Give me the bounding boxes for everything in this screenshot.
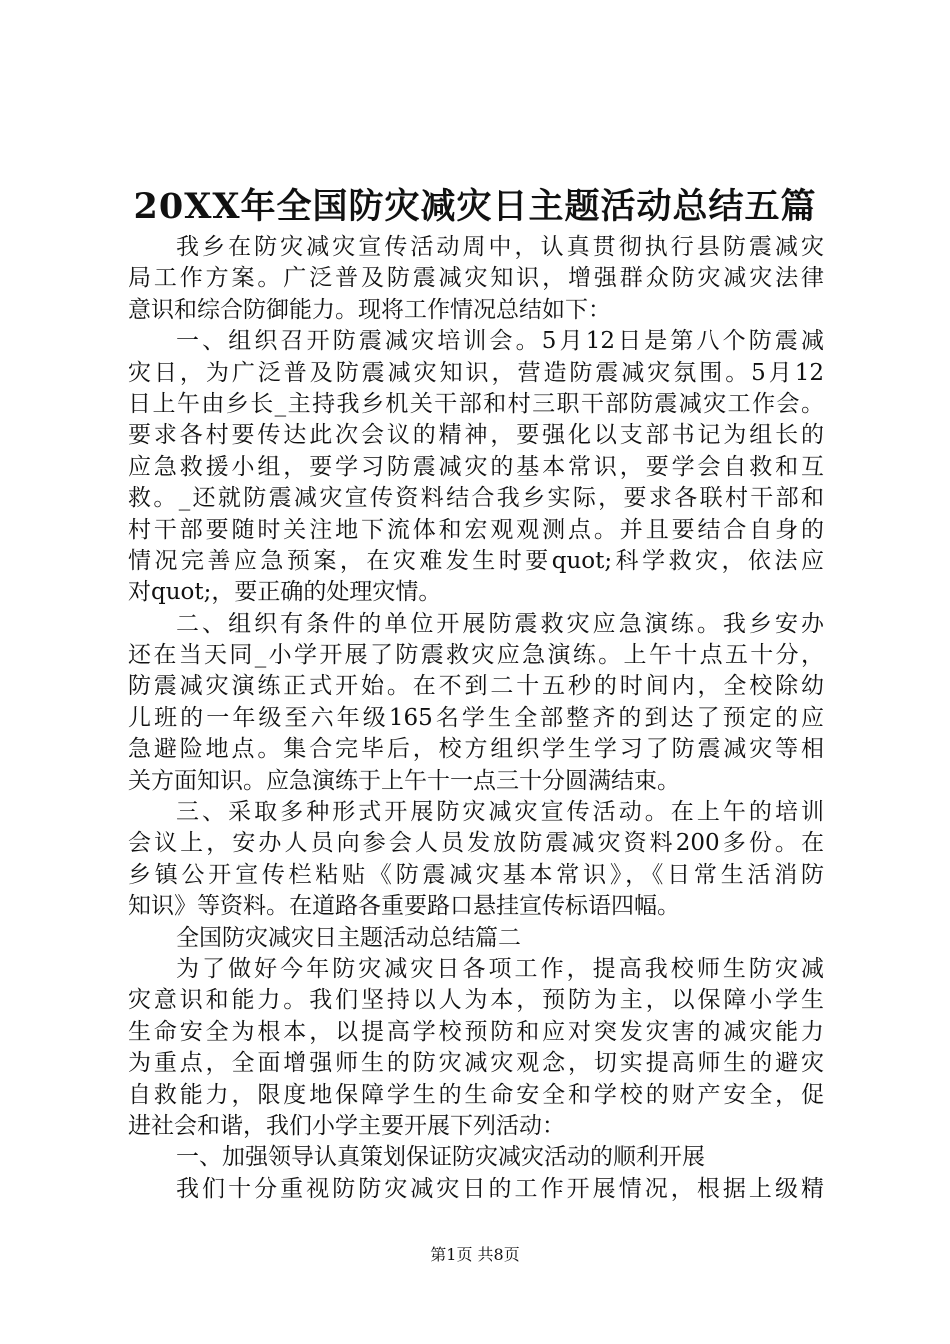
body-line: 知识》等资料。在道路各重要路口悬挂宣传标语四幅。: [128, 893, 680, 920]
body-line: 防震减灾演练正式开始。在不到二十五秒的时间内，全校除幼: [128, 673, 824, 700]
body-line: 日上午由乡长_主持我乡机关干部和村三职干部防震减灾工作会。: [128, 390, 824, 417]
body-line: 为重点，全面增强师生的防灾减灾观念，切实提高师生的避灾: [128, 1050, 824, 1077]
body-line: 乡镇公开宣传栏粘贴《防震减灾基本常识》，《日常生活消防: [128, 861, 824, 888]
body-line: 关方面知识。应急演练于上午十一点三十分圆满结束。: [128, 767, 680, 794]
body-line: 三、采取多种形式开展防灾减灾宣传活动。在上午的培训: [176, 799, 824, 826]
body-line: 要求各村要传达此次会议的精神，要强化以支部书记为组长的: [128, 422, 824, 449]
document-body: [128, 232, 824, 1205]
body-line: 应急救援小组，要学习防震减灾的基本常识，要学会自救和互: [128, 453, 824, 480]
body-line: 儿班的一年级至六年级165名学生全部整齐的到达了预定的应: [128, 704, 824, 731]
body-line: 局工作方案。广泛普及防震减灾知识，增强群众防灾减灾法律: [128, 265, 824, 292]
body-line: 对quot;，要正确的处理灾情。: [128, 579, 442, 606]
body-line: 一、加强领导认真策划保证防灾减灾活动的顺利开展: [176, 1144, 705, 1171]
body-line: 全国防灾减灾日主题活动总结篇二: [176, 924, 521, 951]
body-line: 自救能力，限度地保障学生的生命安全和学校的财产安全，促: [128, 1081, 824, 1108]
body-line: 二、组织有条件的单位开展防震救灾应急演练。我乡安办: [176, 610, 824, 637]
body-line: 村干部要随时关注地下流体和宏观观测点。并且要结合自身的: [128, 516, 824, 543]
body-line: 还在当天同_小学开展了防震救灾应急演练。上午十点五十分，: [128, 642, 824, 669]
body-line: 灾意识和能力。我们坚持以人为本，预防为主，以保障小学生: [128, 987, 824, 1014]
document-title: 20XX年全国防灾减灾日主题活动总结五篇: [133, 186, 817, 227]
body-line: 救。_还就防震减灾宣传资料结合我乡实际，要求各联村干部和: [128, 485, 824, 512]
body-line: 进社会和谐，我们小学主要开展下列活动：: [128, 1112, 565, 1139]
body-line: 会议上，安办人员向参会人员发放防震减灾资料200多份。在: [128, 830, 824, 857]
body-line: 情况完善应急预案，在灾难发生时要quot;科学救灾，依法应: [128, 547, 824, 574]
body-line: 生命安全为根本，以提高学校预防和应对突发灾害的减灾能力: [128, 1018, 824, 1045]
body-line: 一、组织召开防震减灾培训会。5月12日是第八个防震减: [176, 328, 824, 355]
body-line: 为了做好今年防灾减灾日各项工作，提高我校师生防灾减: [176, 955, 824, 982]
body-line: 我乡在防灾减灾宣传活动周中，认真贯彻执行县防震减灾: [176, 234, 824, 260]
body-line: 意识和综合防御能力。现将工作情况总结如下：: [128, 296, 611, 323]
body-line: 急避险地点。集合完毕后，校方组织学生学习了防震减灾等相: [128, 736, 824, 763]
body-line: 灾日，为广泛普及防震减灾知识，营造防震减灾氛围。5月12: [128, 359, 824, 386]
page-footer: 第1页 共8页: [430, 1245, 520, 1264]
body-line: 我们十分重视防防灾减灾日的工作开展情况，根据上级精: [176, 1175, 824, 1202]
